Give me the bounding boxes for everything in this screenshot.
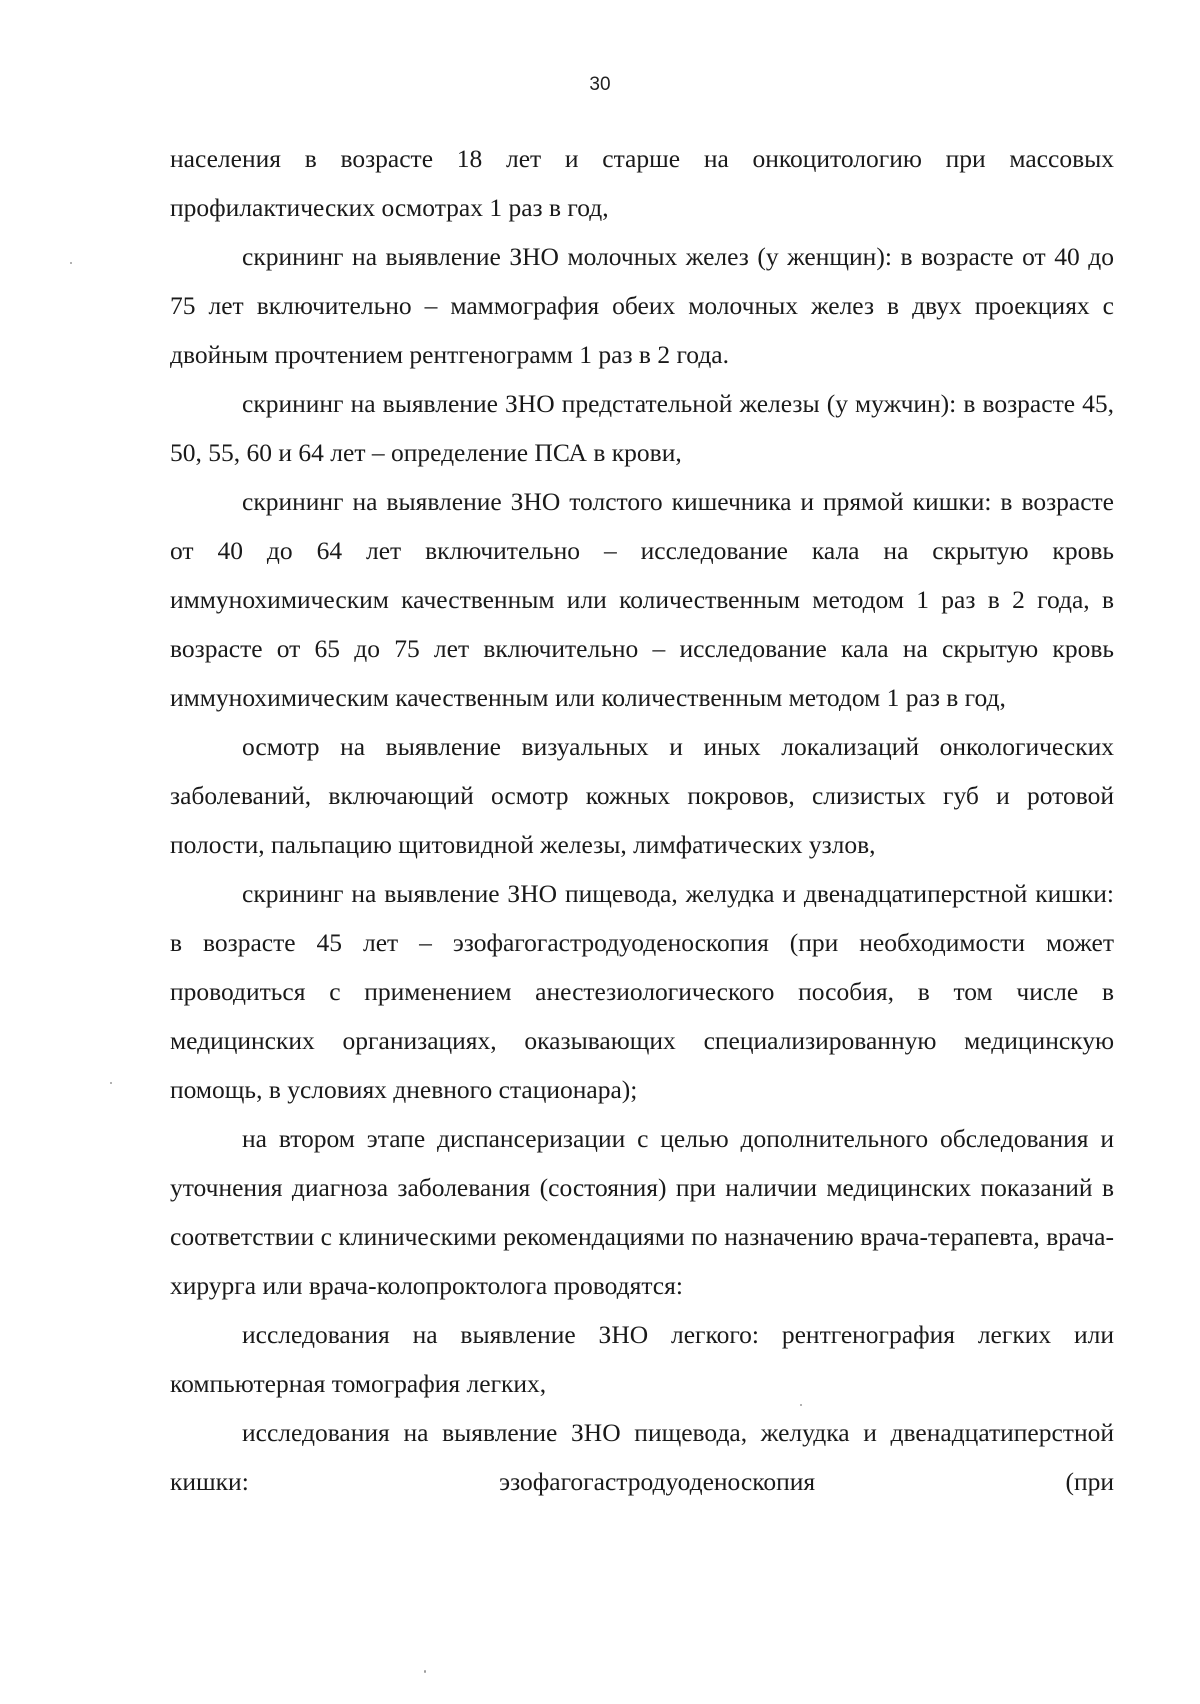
scan-speck bbox=[424, 1670, 426, 1673]
paragraph-6: на втором этапе диспансеризации с целью дополнительного обследования и уточнения диагноза заболевания (состояния) при наличии медицинских показаний в соответствии с клиническими рекомендациями по назначению врача-терапевта, врача-хирурга или врача-колопроктолога проводятся: bbox=[170, 1124, 1114, 1300]
paragraph-2: скрининг на выявление ЗНО предстательной железы (у мужчин): в возрасте 45, 50, 55, 60 и 64 лет – определение ПСА в крови, bbox=[170, 389, 1114, 467]
document-body bbox=[170, 134, 1114, 1506]
paragraph-1: скрининг на выявление ЗНО молочных желез (у женщин): в возрасте от 40 до 75 лет включительно – маммография обеих молочных желез в двух проекциях с двойным прочтением рентгенограмм 1 раз в 2 года. bbox=[170, 242, 1114, 369]
paragraph-8: исследования на выявление ЗНО пищевода, желудка и двенадцатиперстной кишки: эзофагогастродуоденоскопия (при bbox=[170, 1418, 1114, 1496]
scan-speck bbox=[70, 262, 72, 264]
paragraph-4: осмотр на выявление визуальных и иных локализаций онкологических заболеваний, включающий осмотр кожных покровов, слизистых губ и ротовой полости, пальпацию щитовидной железы, лимфатических узлов, bbox=[170, 732, 1114, 859]
paragraph-7: исследования на выявление ЗНО легкого: рентгенография легких или компьютерная томография легких, bbox=[170, 1320, 1114, 1398]
paragraph-0: населения в возрасте 18 лет и старше на онкоцитологию при массовых профилактических осмотрах 1 раз в год, bbox=[170, 144, 1114, 222]
paragraph-3: скрининг на выявление ЗНО толстого кишечника и прямой кишки: в возрасте от 40 до 64 лет включительно – исследование кала на скрытую кровь иммунохимическим качественным или количественным методом 1 раз в 2 года, в возрасте от 65 до 75 лет включительно – исследование кала на скрытую кровь иммунохимическим качественным или количественным методом 1 раз в год, bbox=[170, 487, 1114, 712]
scan-speck bbox=[110, 1082, 112, 1084]
scan-speck bbox=[800, 1404, 802, 1406]
page-number: 30 bbox=[589, 74, 611, 95]
paragraph-5: скрининг на выявление ЗНО пищевода, желудка и двенадцатиперстной кишки: в возрасте 45 лет – эзофагогастродуоденоскопия (при необходимости может проводиться с применением анестезиологического пособия, в том числе в медицинских организациях, оказывающих специализированную медицинскую помощь, в условиях дневного стационара); bbox=[170, 879, 1114, 1104]
